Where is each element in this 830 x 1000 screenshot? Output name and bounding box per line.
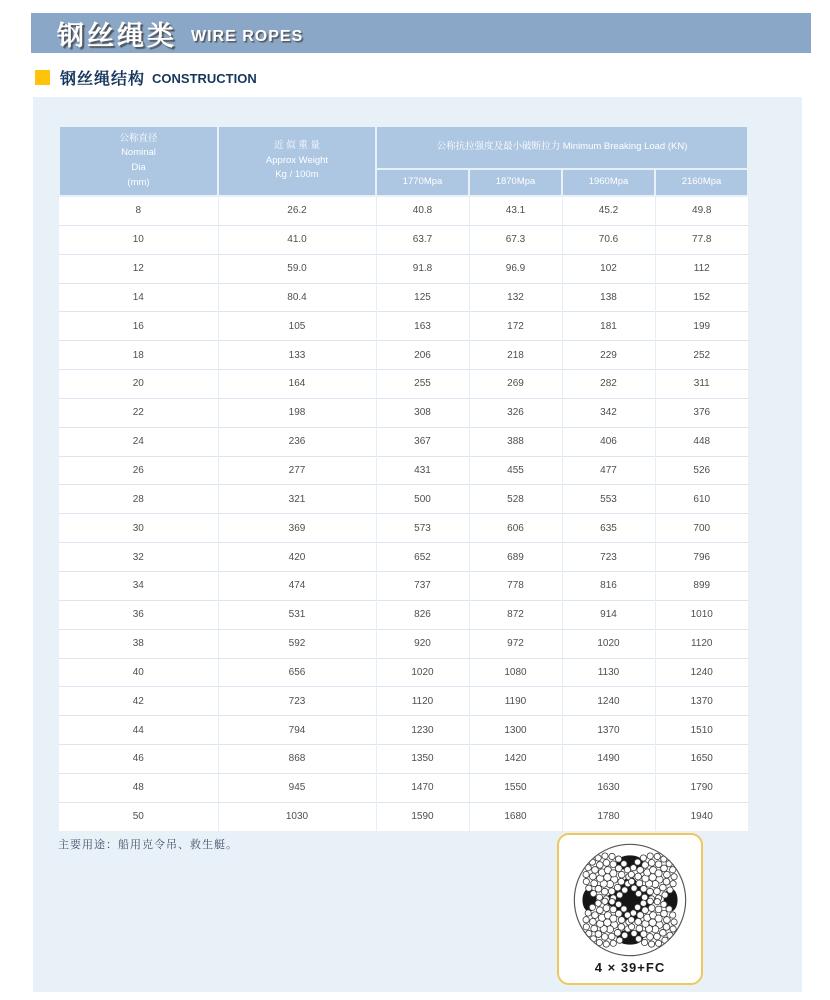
table-row xyxy=(59,283,748,312)
table-row xyxy=(59,745,748,774)
table-cell: 138 xyxy=(562,283,655,312)
table-cell: 1470 xyxy=(376,773,469,802)
table-cell: 1780 xyxy=(562,802,655,830)
table-cell: 526 xyxy=(655,456,748,485)
table-cell: 872 xyxy=(469,600,562,629)
table-cell: 1790 xyxy=(655,773,748,802)
table-cell: 376 xyxy=(655,398,748,427)
table-cell: 321 xyxy=(218,485,376,514)
table-cell: 592 xyxy=(218,629,376,658)
table-cell: 1370 xyxy=(562,716,655,745)
table-cell: 218 xyxy=(469,341,562,370)
table-cell: 388 xyxy=(469,427,562,456)
table-cell: 455 xyxy=(469,456,562,485)
table-cell: 1240 xyxy=(655,658,748,687)
table-cell: 914 xyxy=(562,600,655,629)
table-cell: 41.0 xyxy=(218,225,376,254)
col-header-2160mpa: 2160Mpa xyxy=(655,169,748,196)
table-cell: 80.4 xyxy=(218,283,376,312)
table-cell: 945 xyxy=(218,773,376,802)
table-cell: 30 xyxy=(59,514,218,543)
table-cell: 448 xyxy=(655,427,748,456)
table-row xyxy=(59,514,748,543)
table-cell: 700 xyxy=(655,514,748,543)
table-cell: 12 xyxy=(59,254,218,283)
table-row xyxy=(59,196,748,225)
table-cell: 868 xyxy=(218,745,376,774)
table-cell: 40.8 xyxy=(376,196,469,225)
table-cell: 10 xyxy=(59,225,218,254)
table-cell: 794 xyxy=(218,716,376,745)
table-cell: 635 xyxy=(562,514,655,543)
col2-line3: Kg / 100m xyxy=(275,169,319,181)
table-cell: 1030 xyxy=(218,802,376,830)
table-cell: 573 xyxy=(376,514,469,543)
col1-line1: 公称直径 xyxy=(119,132,158,144)
section-heading xyxy=(35,66,257,89)
table-cell: 1020 xyxy=(376,658,469,687)
table-cell: 269 xyxy=(469,370,562,399)
yellow-bullet-icon xyxy=(35,70,50,85)
table-cell: 18 xyxy=(59,341,218,370)
table-cell: 26.2 xyxy=(218,196,376,225)
table-cell: 610 xyxy=(655,485,748,514)
table-cell: 342 xyxy=(562,398,655,427)
spec-table-wrap xyxy=(58,125,747,831)
table-cell: 1130 xyxy=(562,658,655,687)
table-cell: 826 xyxy=(376,600,469,629)
table-cell: 528 xyxy=(469,485,562,514)
table-cell: 1190 xyxy=(469,687,562,716)
table-cell: 1510 xyxy=(655,716,748,745)
table-cell: 14 xyxy=(59,283,218,312)
table-cell: 689 xyxy=(469,543,562,572)
table-cell: 252 xyxy=(655,341,748,370)
table-cell: 206 xyxy=(376,341,469,370)
table-cell: 44 xyxy=(59,716,218,745)
table-row xyxy=(59,571,748,600)
table-cell: 36 xyxy=(59,600,218,629)
table-cell: 1120 xyxy=(376,687,469,716)
table-cell: 43.1 xyxy=(469,196,562,225)
table-cell: 369 xyxy=(218,514,376,543)
table-cell: 723 xyxy=(562,543,655,572)
table-row xyxy=(59,600,748,629)
table-cell: 40 xyxy=(59,658,218,687)
table-cell: 164 xyxy=(218,370,376,399)
page-title-en: WIRE ROPES xyxy=(191,28,304,45)
table-cell: 656 xyxy=(218,658,376,687)
table-cell: 112 xyxy=(655,254,748,283)
table-cell: 172 xyxy=(469,312,562,341)
table-cell: 326 xyxy=(469,398,562,427)
table-cell: 1490 xyxy=(562,745,655,774)
table-cell: 28 xyxy=(59,485,218,514)
col1-line3: Dia xyxy=(131,162,146,173)
table-cell: 1680 xyxy=(469,802,562,830)
table-cell: 48 xyxy=(59,773,218,802)
table-cell: 1120 xyxy=(655,629,748,658)
col-header-nominal-dia xyxy=(59,126,218,196)
table-row xyxy=(59,398,748,427)
table-cell: 920 xyxy=(376,629,469,658)
table-cell: 45.2 xyxy=(562,196,655,225)
table-cell: 50 xyxy=(59,802,218,830)
table-cell: 59.0 xyxy=(218,254,376,283)
table-cell: 737 xyxy=(376,571,469,600)
table-cell: 531 xyxy=(218,600,376,629)
table-cell: 1230 xyxy=(376,716,469,745)
table-cell: 49.8 xyxy=(655,196,748,225)
table-cell: 1350 xyxy=(376,745,469,774)
table-cell: 420 xyxy=(218,543,376,572)
table-cell: 1420 xyxy=(469,745,562,774)
table-cell: 105 xyxy=(218,312,376,341)
table-row xyxy=(59,485,748,514)
rope-construction-label: 4 × 39+FC xyxy=(594,960,666,975)
table-cell: 181 xyxy=(562,312,655,341)
table-cell: 96.9 xyxy=(469,254,562,283)
table-cell: 42 xyxy=(59,687,218,716)
table-cell: 63.7 xyxy=(376,225,469,254)
table-cell: 972 xyxy=(469,629,562,658)
page-title-zh: 钢丝绳类 xyxy=(57,20,177,51)
table-row xyxy=(59,312,748,341)
table-cell: 816 xyxy=(562,571,655,600)
table-row xyxy=(59,370,748,399)
table-cell: 474 xyxy=(218,571,376,600)
table-cell: 199 xyxy=(655,312,748,341)
table-cell: 8 xyxy=(59,196,218,225)
table-cell: 163 xyxy=(376,312,469,341)
table-cell: 34 xyxy=(59,571,218,600)
table-cell: 1650 xyxy=(655,745,748,774)
col-header-1770mpa: 1770Mpa xyxy=(376,169,469,196)
table-cell: 1020 xyxy=(562,629,655,658)
table-cell: 553 xyxy=(562,485,655,514)
col2-line1: 近 似 重 量 xyxy=(274,139,320,151)
table-cell: 1590 xyxy=(376,802,469,830)
table-row xyxy=(59,773,748,802)
table-cell: 77.8 xyxy=(655,225,748,254)
table-cell: 477 xyxy=(562,456,655,485)
table-cell: 255 xyxy=(376,370,469,399)
table-cell: 236 xyxy=(218,427,376,456)
table-cell: 500 xyxy=(376,485,469,514)
col-header-1960mpa: 1960Mpa xyxy=(562,169,655,196)
section-title-en: CONSTRUCTION xyxy=(152,71,257,86)
table-row xyxy=(59,687,748,716)
table-cell: 91.8 xyxy=(376,254,469,283)
table-cell: 899 xyxy=(655,571,748,600)
table-cell: 32 xyxy=(59,543,218,572)
usage-footnote: 主要用途：船用克令吊、救生艇。 xyxy=(58,839,238,851)
table-row xyxy=(59,254,748,283)
section-title-zh: 钢丝绳结构 xyxy=(60,71,146,88)
table-cell: 198 xyxy=(218,398,376,427)
table-row xyxy=(59,456,748,485)
table-cell: 152 xyxy=(655,283,748,312)
table-cell: 67.3 xyxy=(469,225,562,254)
table-cell: 133 xyxy=(218,341,376,370)
table-cell: 102 xyxy=(562,254,655,283)
table-cell: 125 xyxy=(376,283,469,312)
col-header-breaking-load-group: 公称抗拉强度及最小破断拉力 Minimum Breaking Load (KN) xyxy=(376,126,748,169)
table-cell: 132 xyxy=(469,283,562,312)
table-row xyxy=(59,427,748,456)
table-row xyxy=(59,341,748,370)
col-header-approx-weight xyxy=(218,126,376,196)
table-cell: 1080 xyxy=(469,658,562,687)
table-cell: 20 xyxy=(59,370,218,399)
col-header-1870mpa: 1870Mpa xyxy=(469,169,562,196)
table-cell: 26 xyxy=(59,456,218,485)
table-cell: 24 xyxy=(59,427,218,456)
table-cell: 282 xyxy=(562,370,655,399)
table-cell: 1240 xyxy=(562,687,655,716)
rope-cross-section-card xyxy=(557,833,703,985)
table-row xyxy=(59,543,748,572)
table-cell: 1300 xyxy=(469,716,562,745)
table-cell: 778 xyxy=(469,571,562,600)
table-cell: 70.6 xyxy=(562,225,655,254)
table-cell: 1630 xyxy=(562,773,655,802)
table-cell: 1010 xyxy=(655,600,748,629)
table-cell: 277 xyxy=(218,456,376,485)
table-cell: 229 xyxy=(562,341,655,370)
table-cell: 1940 xyxy=(655,802,748,830)
col2-line2: Approx Weight xyxy=(265,154,329,166)
table-row xyxy=(59,802,748,830)
page-title-bar xyxy=(31,13,811,53)
table-cell: 652 xyxy=(376,543,469,572)
table-row xyxy=(59,716,748,745)
table-cell: 606 xyxy=(469,514,562,543)
table-cell: 796 xyxy=(655,543,748,572)
table-cell: 1370 xyxy=(655,687,748,716)
table-cell: 16 xyxy=(59,312,218,341)
table-cell: 22 xyxy=(59,398,218,427)
table-cell: 46 xyxy=(59,745,218,774)
col1-line2: Nominal xyxy=(121,147,156,159)
table-cell: 308 xyxy=(376,398,469,427)
col1-line4: (mm) xyxy=(127,176,150,188)
table-cell: 367 xyxy=(376,427,469,456)
table-cell: 431 xyxy=(376,456,469,485)
table-cell: 723 xyxy=(218,687,376,716)
wire-rope-cross-section-icon xyxy=(572,842,688,958)
spec-table xyxy=(58,125,749,831)
table-cell: 311 xyxy=(655,370,748,399)
spec-table-body xyxy=(59,196,748,831)
table-row xyxy=(59,658,748,687)
table-row xyxy=(59,629,748,658)
table-cell: 38 xyxy=(59,629,218,658)
table-cell: 406 xyxy=(562,427,655,456)
table-cell: 1550 xyxy=(469,773,562,802)
table-row xyxy=(59,225,748,254)
